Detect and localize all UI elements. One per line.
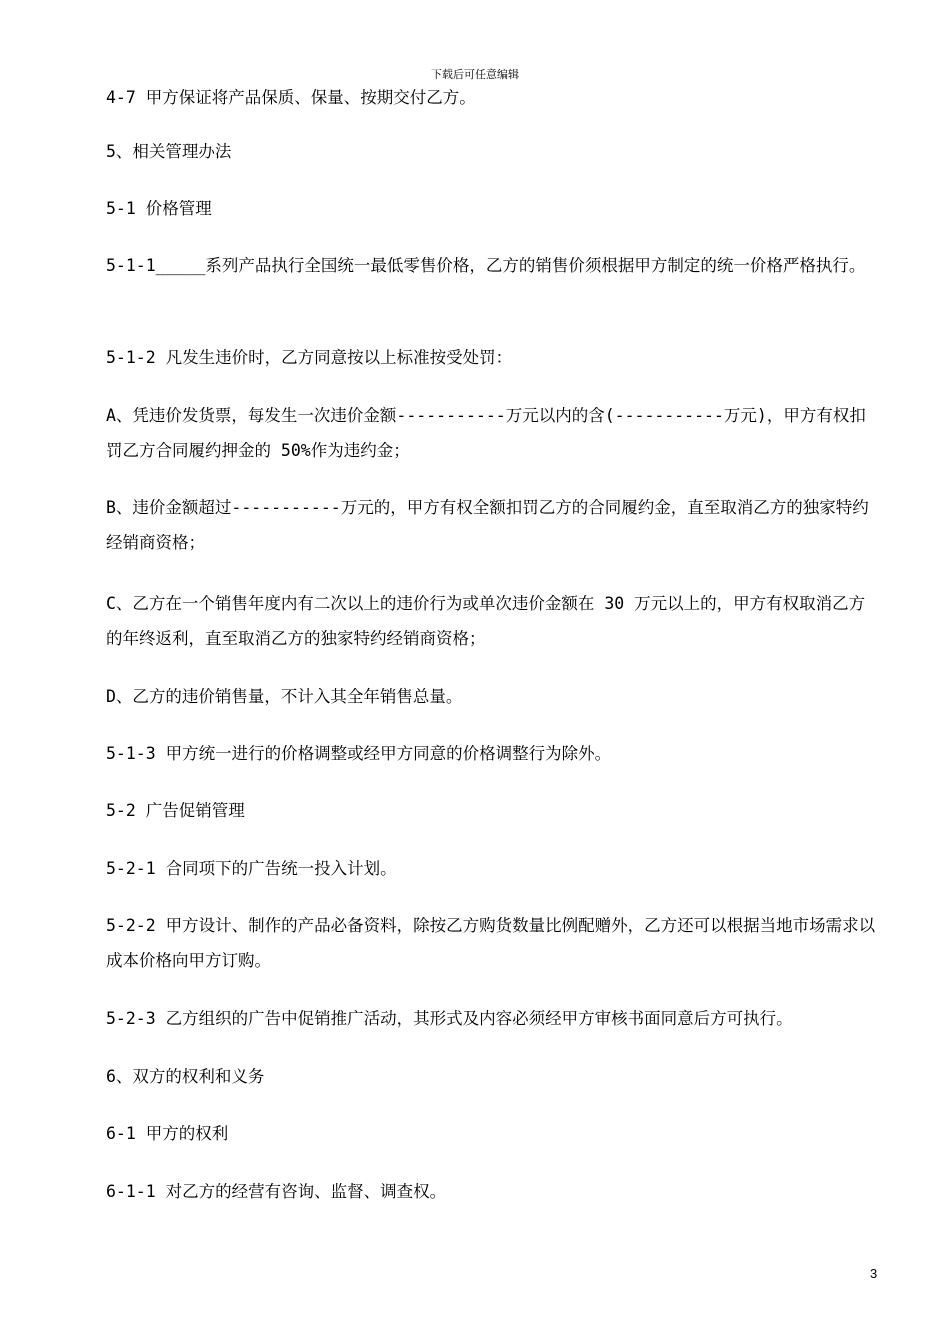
paragraph-5-2-2: 5-2-2 甲方设计、制作的产品必备资料，除按乙方购货数量比例配赠外，乙方还可以根据当地市场需求以成本价格向甲方订购。 [106,916,876,970]
paragraph-item-d: D、乙方的违价销售量，不计入其全年销售总量。 [106,687,463,706]
section-heading-6: 6、双方的权利和义务 [106,1067,265,1086]
paragraph-item-c: C、乙方在一个销售年度内有二次以上的违价行为或单次违价金额在 30 万元以上的，甲方有权取消乙方的年终返利，直至取消乙方的独家特约经销商资格； [106,594,866,648]
paragraph-5-1-2: 5-1-2 凡发生违价时，乙方同意按以上标准按受处罚： [106,348,513,367]
paragraph-item-b: B、违价金额超过-----------万元的，甲方有权全额扣罚乙方的合同履约金，直至取消乙方的独家特约经销商资格； [106,498,869,552]
paragraph-5-2-1: 5-2-1 合同项下的广告统一投入计划。 [106,859,397,878]
section-heading-5: 5、相关管理办法 [106,142,232,161]
paragraph-5-1-3: 5-1-3 甲方统一进行的价格调整或经甲方同意的价格调整行为除外。 [106,744,612,763]
paragraph-5-1-1: 5-1-1_____系列产品执行全国统一最低零售价格，乙方的销售价须根据甲方制定的统一价格严格执行。 [106,256,866,275]
subsection-heading-6-1: 6-1 甲方的权利 [106,1124,229,1143]
paragraph-5-2-3: 5-2-3 乙方组织的广告中促销推广活动，其形式及内容必须经甲方审核书面同意后方可执行。 [106,1009,793,1028]
page-header: 下载后可任意编辑 [431,68,519,81]
paragraph-4-7: 4-7 甲方保证将产品保质、保量、按期交付乙方。 [106,88,476,107]
subsection-heading-5-2: 5-2 广告促销管理 [106,801,245,820]
subsection-heading-5-1: 5-1 价格管理 [106,199,212,218]
paragraph-item-a: A、凭违价发货票，每发生一次违价金额-----------万元以内的含(-----------万元)，甲方有权扣罚乙方合同履约押金的 50%作为违约金； [106,406,866,460]
paragraph-6-1-1: 6-1-1 对乙方的经营有咨询、监督、调查权。 [106,1182,447,1201]
page-number: 3 [870,1266,878,1281]
